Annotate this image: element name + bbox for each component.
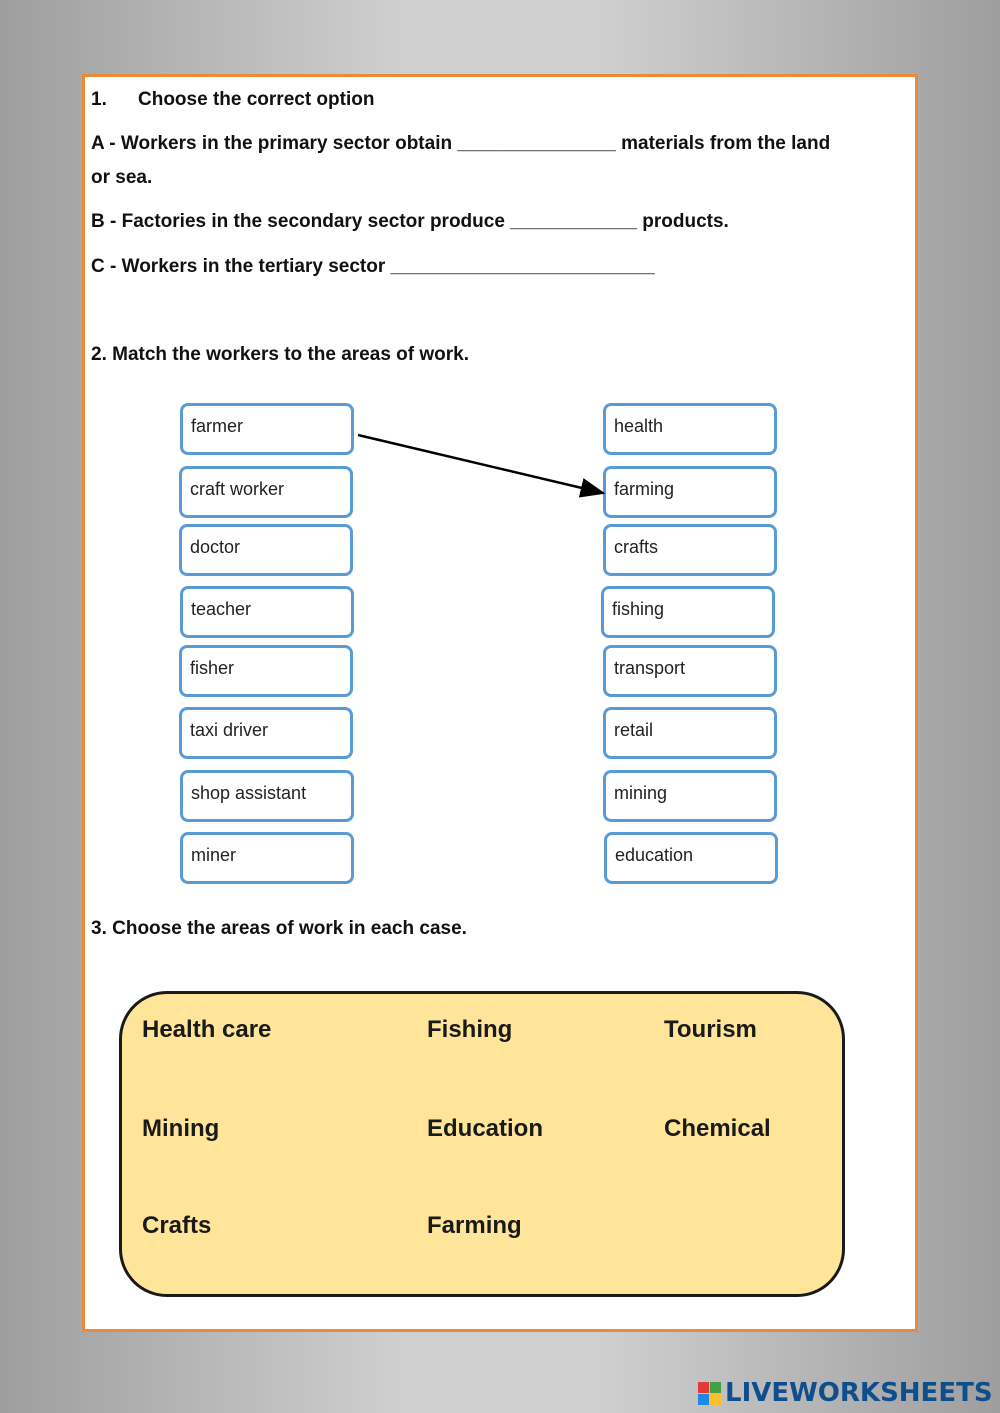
option-tourism[interactable]: Tourism — [664, 1016, 757, 1043]
worker-box-farmer[interactable]: farmer — [180, 403, 354, 455]
liveworksheets-brand — [698, 1376, 993, 1410]
area-box-health[interactable]: health — [603, 403, 777, 455]
option-chemical[interactable]: Chemical — [664, 1115, 771, 1142]
question-1a-line1: A - Workers in the primary sector obtain _______________ materials from the land — [91, 133, 831, 154]
area-box-crafts[interactable]: crafts — [603, 524, 777, 576]
liveworksheets-logo-icon — [698, 1382, 721, 1405]
area-box-transport[interactable]: transport — [603, 645, 777, 697]
area-box-fishing[interactable]: fishing — [601, 586, 775, 638]
worker-box-shop-assistant[interactable]: shop assistant — [180, 770, 354, 822]
worker-box-teacher[interactable]: teacher — [180, 586, 354, 638]
question-1b: B - Factories in the secondary sector produce ____________ products. — [91, 211, 729, 232]
area-box-mining[interactable]: mining — [603, 770, 777, 822]
option-fishing[interactable]: Fishing — [427, 1016, 513, 1043]
question-1a-line2: or sea. — [91, 167, 153, 188]
worker-box-craft-worker[interactable]: craft worker — [179, 466, 353, 518]
area-box-retail[interactable]: retail — [603, 707, 777, 759]
question-1-number: 1. — [91, 89, 107, 110]
area-box-education[interactable]: education — [604, 832, 778, 884]
worker-box-miner[interactable]: miner — [180, 832, 354, 884]
worker-box-doctor[interactable]: doctor — [179, 524, 353, 576]
worker-box-fisher[interactable]: fisher — [179, 645, 353, 697]
option-education[interactable]: Education — [427, 1115, 544, 1142]
brand-name: LIVEWORKSHEETS — [725, 1378, 993, 1408]
areas-of-work-options-box — [119, 991, 845, 1297]
question-2-title: 2. Match the workers to the areas of work. — [91, 344, 469, 365]
question-1c: C - Workers in the tertiary sector _________________________ — [91, 256, 655, 277]
option-mining[interactable]: Mining — [142, 1115, 220, 1142]
worksheet-page — [82, 74, 918, 1332]
question-3-title: 3. Choose the areas of work in each case. — [91, 918, 467, 939]
worker-box-taxi-driver[interactable]: taxi driver — [179, 707, 353, 759]
area-box-farming[interactable]: farming — [603, 466, 777, 518]
option-farming[interactable]: Farming — [427, 1212, 522, 1239]
question-1-title: Choose the correct option — [138, 89, 375, 110]
option-crafts[interactable]: Crafts — [142, 1212, 212, 1239]
option-health-care[interactable]: Health care — [142, 1016, 272, 1043]
